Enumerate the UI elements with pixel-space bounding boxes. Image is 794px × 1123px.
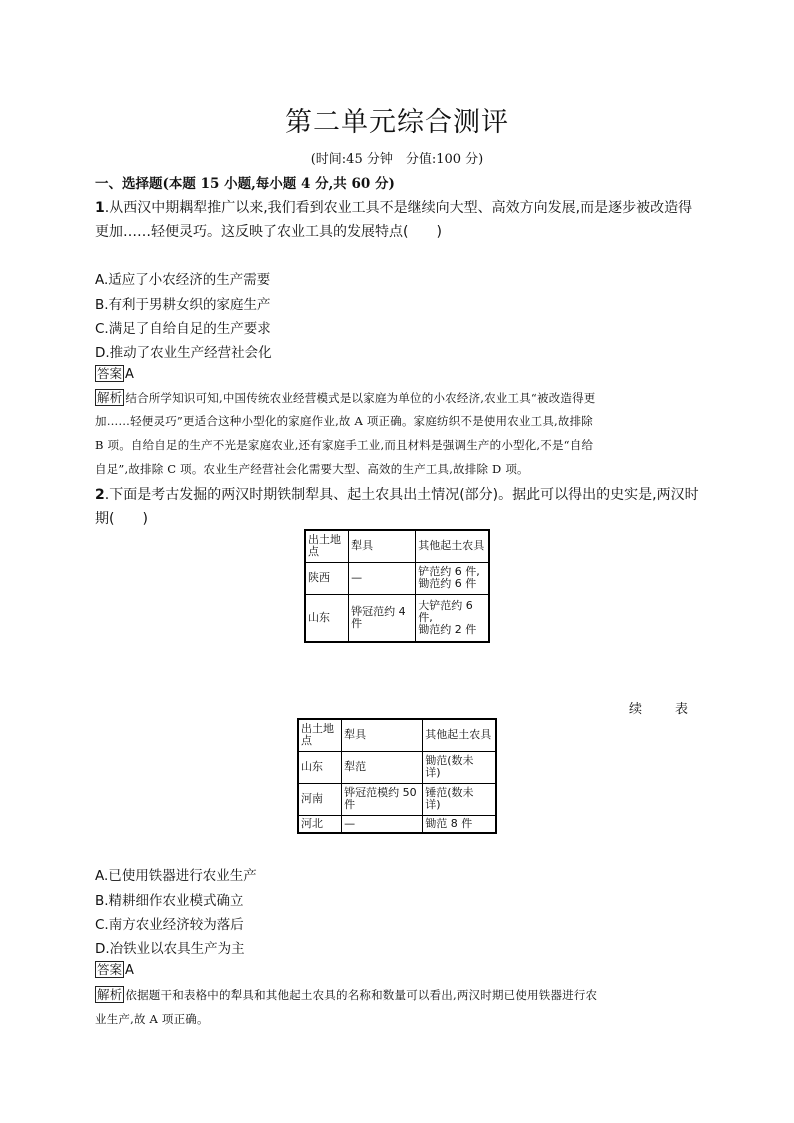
answer-tag: 答案 bbox=[97, 962, 123, 977]
q2-option-c: C.南方农业经济较为落后 bbox=[95, 917, 244, 933]
analysis-tag: 解析 bbox=[97, 390, 123, 405]
table-cell: 陕西 bbox=[305, 562, 349, 594]
table-header-cell: 出土地点 bbox=[305, 530, 349, 562]
answer-tag: 答案 bbox=[97, 366, 123, 381]
table-cell: 铧冠范模约 50 件 bbox=[342, 783, 423, 815]
table-cell: 铲范约 6 件, 锄范约 6 件 bbox=[416, 562, 489, 594]
table-header-cell: 其他起土农具 bbox=[423, 719, 496, 751]
question-1-number: 1 bbox=[95, 200, 105, 216]
section-heading: 一、选择题(本题 15 小题,每小题 4 分,共 60 分) bbox=[95, 176, 395, 192]
data-table-2 bbox=[297, 718, 497, 834]
table-cell: 大铲范约 6 件, 锄范约 2 件 bbox=[416, 594, 489, 642]
q1-analysis-line-2: 加……轻便灵巧”更适合这种小型化的家庭作业,故 A 项正确。家庭纺织不是使用农业工具,故排除 bbox=[95, 414, 594, 428]
page-subtitle: (时间:45 分钟 分值:100 分) bbox=[310, 152, 484, 167]
q1-option-b: B.有利于男耕女织的家庭生产 bbox=[95, 297, 271, 313]
page-title: 第二单元综合测评 bbox=[285, 107, 509, 138]
q1-analysis-line-1: 解析 结合所学知识可知,中国传统农业经营模式是以家庭为单位的小农经济,农业工具“被改造得更 bbox=[97, 390, 596, 405]
question-2-number: 2 bbox=[95, 487, 105, 503]
table-cell: — bbox=[349, 562, 416, 594]
table-header-cell: 犁具 bbox=[349, 530, 416, 562]
table-cell: 河南 bbox=[298, 783, 342, 815]
table-cell: 河北 bbox=[298, 815, 342, 833]
q1-option-c: C.满足了自给自足的生产要求 bbox=[95, 321, 271, 337]
question-1-line-1: 1.从西汉中期耦犁推广以来,我们看到农业工具不是继续向大型、高效方向发展,而是逐步被改造得 bbox=[95, 200, 693, 216]
q2-option-a: A.已使用铁器进行农业生产 bbox=[95, 868, 257, 884]
q2-option-b: B.精耕细作农业模式确立 bbox=[95, 893, 244, 909]
table-cell: 锄范(数未 详) bbox=[423, 751, 496, 783]
q1-option-d: D.推动了农业生产经营社会化 bbox=[95, 345, 272, 361]
table-header-cell: 犁具 bbox=[342, 719, 423, 751]
table-cell: 铧冠范约 4 件 bbox=[349, 594, 416, 642]
question-2-line-1: 2.下面是考古发掘的两汉时期铁制犁具、起土农具出土情况(部分)。据此可以得出的史实是,两汉时 bbox=[95, 487, 699, 503]
table-cell: 山东 bbox=[298, 751, 342, 783]
question-1-line-2: 更加……轻便灵巧。这反映了农业工具的发展特点( ) bbox=[95, 224, 442, 240]
q1-analysis-line-4: 自足”,故排除 C 项。农业生产经营社会化需要大型、高效的生产工具,故排除 D 项。 bbox=[95, 462, 529, 476]
analysis-tag: 解析 bbox=[97, 987, 123, 1002]
data-table-1 bbox=[304, 529, 490, 643]
q2-analysis-line-1: 解析 依据题干和表格中的犁具和其他起土农具的名称和数量可以看出,两汉时期已使用铁器进行农 bbox=[97, 987, 598, 1002]
q2-answer-value: A bbox=[125, 963, 134, 978]
continued-table-label: 续 表 bbox=[628, 702, 698, 717]
table-header-cell: 其他起土农具 bbox=[416, 530, 489, 562]
q2-answer bbox=[95, 961, 134, 978]
q2-analysis-line-2: 业生产,故 A 项正确。 bbox=[95, 1012, 209, 1026]
table-cell: 锤范(数未 详) bbox=[423, 783, 496, 815]
table-cell: 犁范 bbox=[342, 751, 423, 783]
question-2-line-2: 期( ) bbox=[95, 511, 148, 527]
q2-option-d: D.冶铁业以农具生产为主 bbox=[95, 941, 245, 957]
q1-option-a: A.适应了小农经济的生产需要 bbox=[95, 272, 271, 288]
q1-answer-value: A bbox=[125, 367, 134, 382]
table-cell: 锄范 8 件 bbox=[423, 815, 496, 833]
q1-analysis-line-3: B 项。自给自足的生产不光是家庭农业,还有家庭手工业,而且材料是强调生产的小型化,不是“自给 bbox=[95, 438, 594, 452]
table-header-cell: 出土地点 bbox=[298, 719, 342, 751]
q1-answer bbox=[95, 365, 134, 382]
table-cell: — bbox=[342, 815, 423, 833]
table-cell: 山东 bbox=[305, 594, 349, 642]
